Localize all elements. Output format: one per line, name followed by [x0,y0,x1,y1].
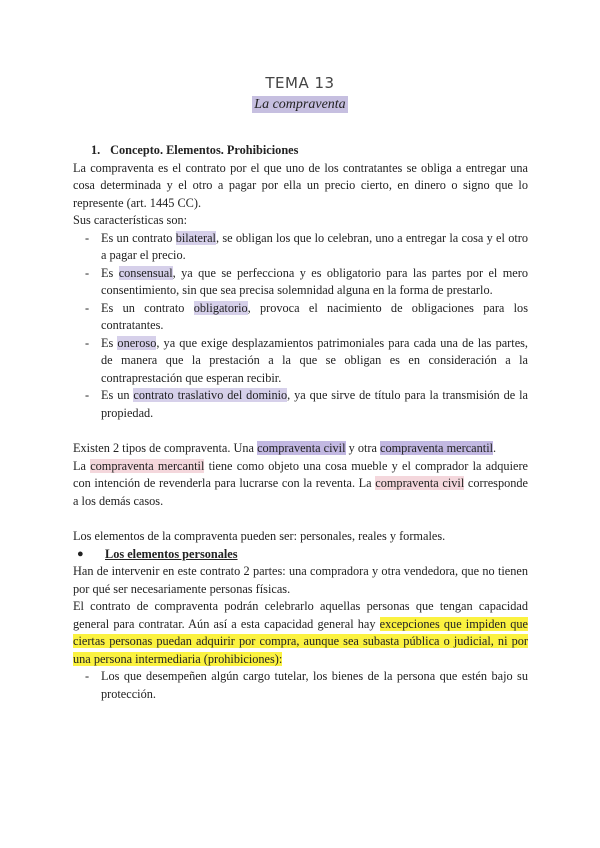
personal-paragraph-1: Han de intervenir en este contrato 2 partes: una compradora y otra vendedora, que no tienen por qué ser necesariamente personas físicas. [73,564,528,596]
prohibitions-list [73,668,528,703]
highlight-term: oneroso [117,335,157,350]
highlight-term: consensual [118,265,173,280]
list-item: - Es un contrato obligatorio, provoca el nacimiento de obligaciones para los contratantes. [73,300,528,335]
document-title-text: La compraventa [254,97,346,112]
section-number: 1. [91,143,101,157]
highlight-term: compraventa mercantil [90,458,205,473]
definition-paragraph: La compraventa es el contrato por el que uno de los contratantes se obliga a entregar una cosa determinada y el otro a pagar por ella un precio cierto, en dinero o signo que lo represente (art. 1445 CC). [73,160,528,210]
list-item: - Es oneroso, ya que exige desplazamientos patrimoniales para cada una de las partes, de manera que la prestación a la que se obligan es en consideración a la contraprestación que esperan recibir. [73,335,528,388]
section-heading [73,142,528,160]
subsection-heading-text: Los elementos personales [105,546,238,561]
list-item: - Los que desempeñen algún cargo tutelar, los bienes de la persona que estén bajo su protección. [73,668,528,703]
document-body [73,142,528,703]
highlight-term: contrato traslativo del dominio [133,388,288,402]
highlight-term: bilateral [175,230,216,245]
characteristics-list [73,230,528,423]
highlight-term: compraventa civil [257,441,346,455]
highlight-term: obligatorio [193,300,248,315]
highlight-term: compraventa civil [375,476,465,490]
personal-paragraph-2: El contrato de compraventa podrán celebrarlo aquellas personas que tengan capacidad general para contratar. Aún así a esta capacidad general hay excepciones que impiden que ciertas personas puedan adquirir por compra, aunque sea subasta pública o judicial, ni por una persona intermediaria (prohibiciones): [73,599,528,666]
mercantil-paragraph: La compraventa mercantil tiene como objeto una cosa mueble y el comprador la adquiere con intención de revenderla para lucrarse con la reventa. La compraventa civil corresponde a los demás casos. [73,458,529,508]
highlight-text: excepciones que impiden que ciertas personas puedan adquirir por compra, aunque sea subasta pública o judicial, ni por una persona intermediaria (prohibiciones): [73,616,528,666]
subsection-heading [73,546,528,564]
list-item: - Es un contrato bilateral, se obligan los que lo celebran, uno a entregar la cosa y el otro a pagar el precio. [73,230,528,265]
characteristics-intro: Sus características son: [73,213,188,227]
highlight-term: compraventa mercantil [380,441,494,455]
elements-intro: Los elementos de la compraventa pueden ser: personales, reales y formales. [73,529,446,543]
topic-label: TEMA 13 [265,74,335,92]
spacer [73,510,528,528]
types-paragraph: Existen 2 tipos de compraventa. Una compraventa civil y otra compraventa mercantil. [73,441,497,455]
bullet-icon: ● [77,547,84,560]
list-item: - Es un contrato traslativo del dominio, ya que sirve de título para la transmisión de la propiedad. [73,387,528,422]
list-item: - Es consensual, ya que se perfecciona y es obligatorio para las partes por el mero consentimiento, sin que sea precisa solemnidad alguna en la forma de prestarlo. [73,265,528,300]
section-heading-text: Concepto. Elementos. Prohibiciones [110,143,299,157]
spacer [73,422,528,440]
document-title [0,97,600,113]
